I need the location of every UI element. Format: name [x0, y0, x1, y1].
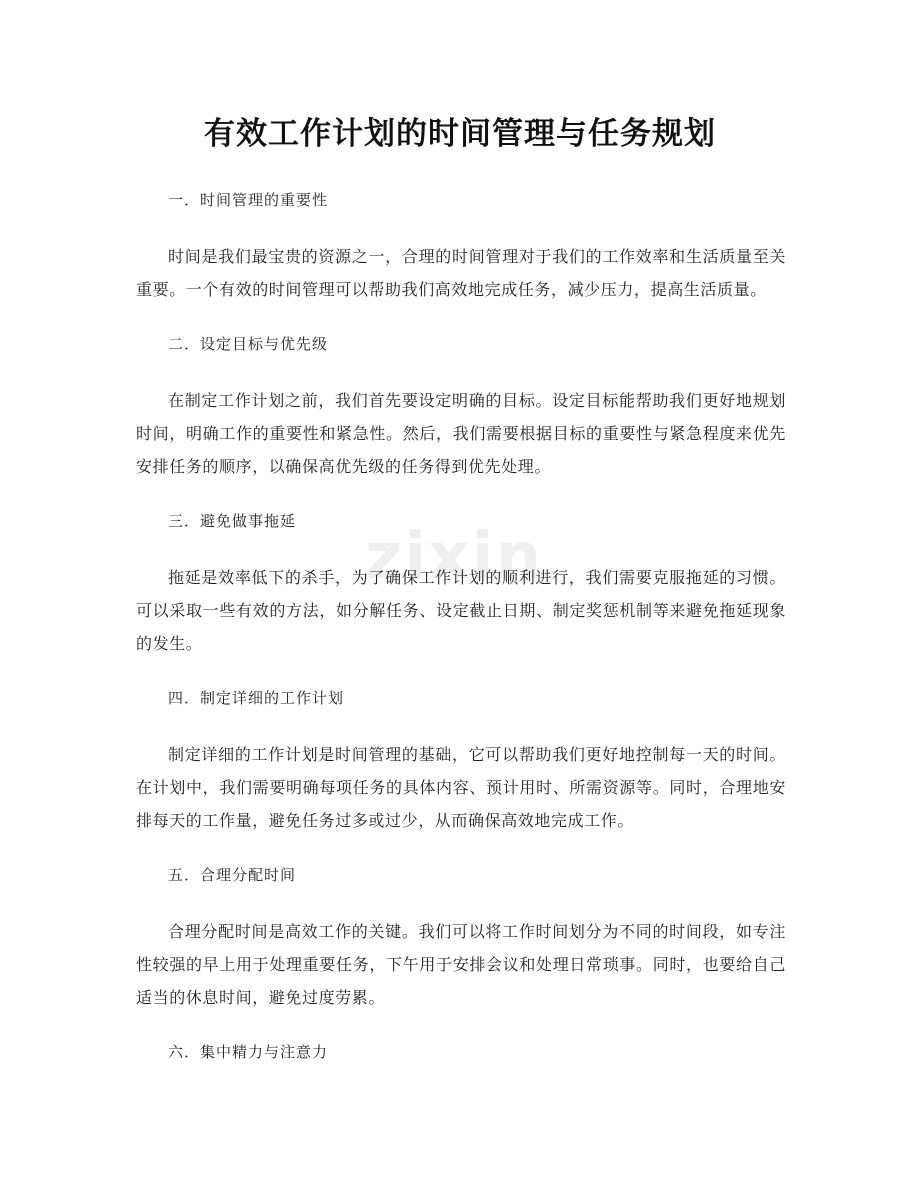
document-body — [136, 186, 786, 1092]
section-heading-6: 六．集中精力与注意力 — [168, 1043, 329, 1061]
section-paragraph-2: 在制定工作计划之前，我们首先要设定明确的目标。设定目标能帮助我们更好地规划时间，明确工作的重要性和紧急性。然后，我们需要根据目标的重要性与紧急程度来优先安排任务的顺序，以确保高优先级的任务得到优先处理。 — [136, 391, 786, 476]
section-heading-5: 五．合理分配时间 — [168, 866, 297, 884]
section-paragraph-5: 合理分配时间是高效工作的关键。我们可以将工作时间划分为不同的时间段，如专注性较强的早上用于处理重要任务，下午用于安排会议和处理日常琐事。同时，也要给自己适当的休息时间，避免过度劳累。 — [136, 922, 786, 1007]
document-title: 有效工作计划的时间管理与任务规划 — [204, 116, 716, 152]
section-heading-2: 二．设定目标与优先级 — [168, 335, 329, 353]
section-heading-3: 三．避免做事拖延 — [168, 512, 297, 530]
section-paragraph-3: 拖延是效率低下的杀手，为了确保工作计划的顺利进行，我们需要克服拖延的习惯。可以采取一些有效的方法，如分解任务、设定截止日期、制定奖惩机制等来避免拖延现象的发生。 — [136, 568, 786, 653]
section-heading-4: 四．制定详细的工作计划 — [168, 689, 345, 707]
watermark: zixin — [365, 520, 543, 594]
section-paragraph-4: 制定详细的工作计划是时间管理的基础，它可以帮助我们更好地控制每一天的时间。在计划中，我们需要明确每项任务的具体内容、预计用时、所需资源等。同时，合理地安排每天的工作量，避免任务过多或过少，从而确保高效地完成工作。 — [136, 745, 786, 830]
section-heading-1: 一．时间管理的重要性 — [168, 191, 329, 209]
section-paragraph-1: 时间是我们最宝贵的资源之一，合理的时间管理对于我们的工作效率和生活质量至关重要。一个有效的时间管理可以帮助我们高效地完成任务，减少压力，提高生活质量。 — [136, 247, 786, 299]
